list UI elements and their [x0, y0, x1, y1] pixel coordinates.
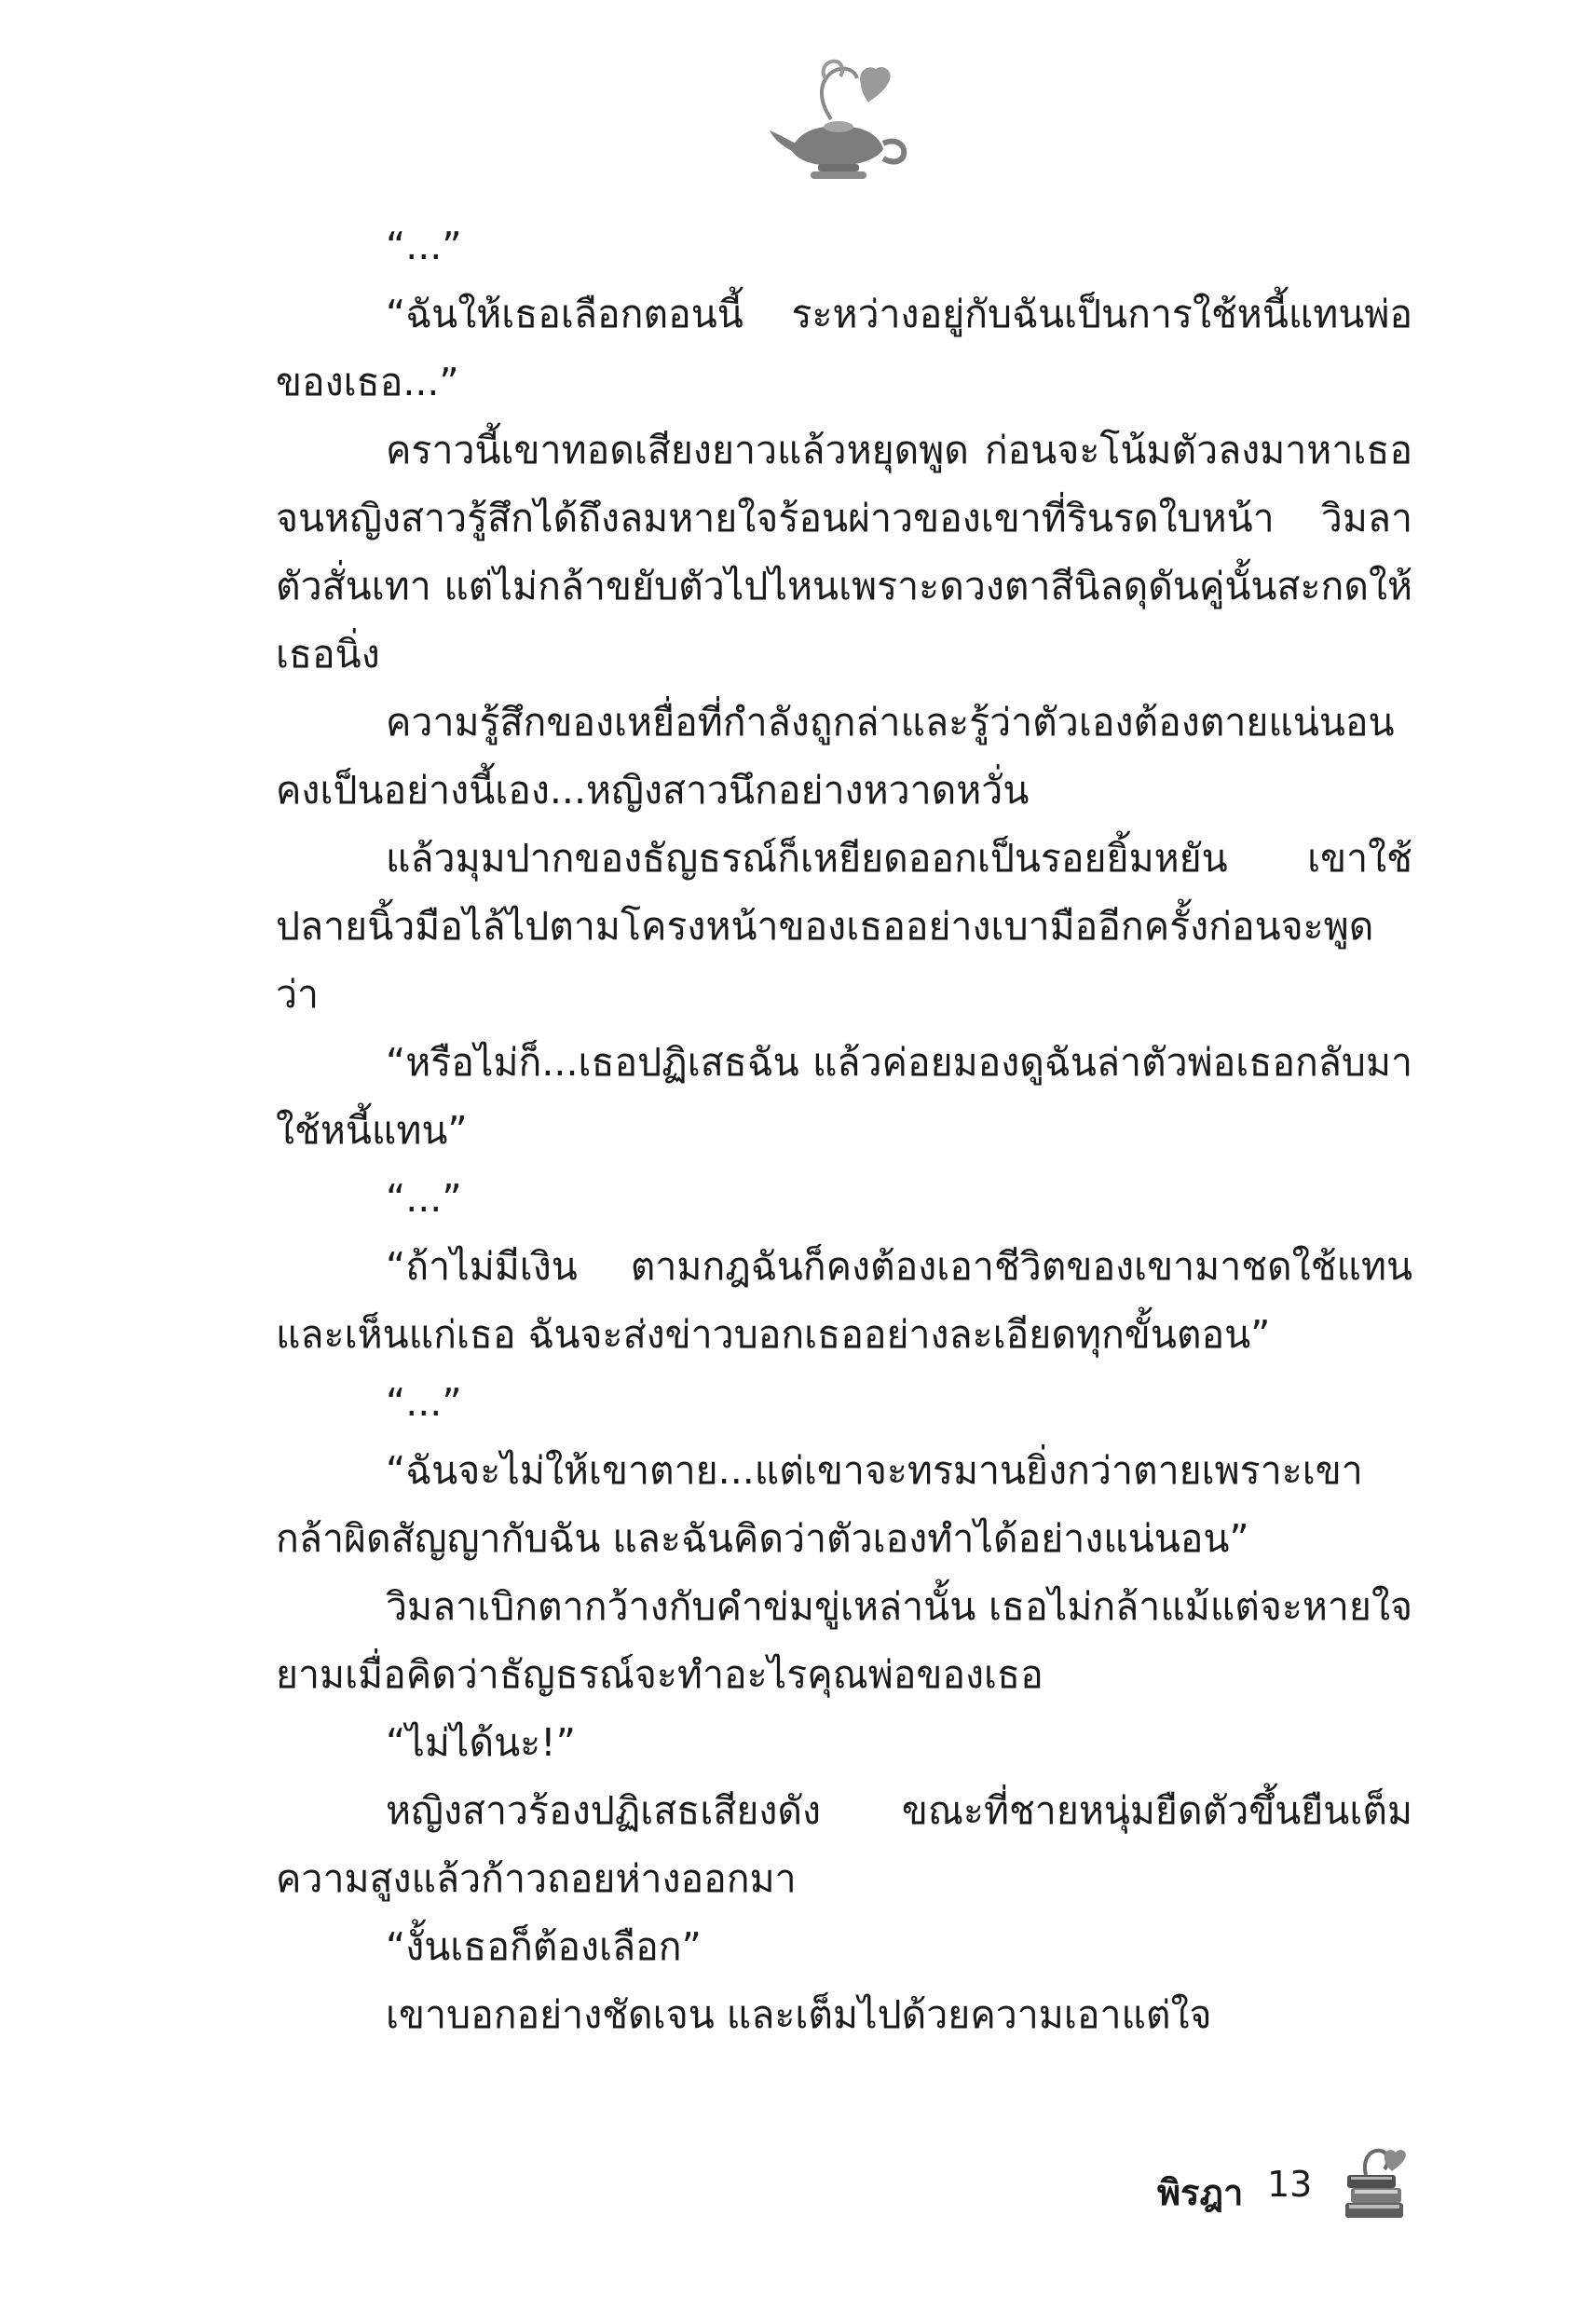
page-number: 13 [1267, 2164, 1313, 2205]
story-text [276, 212, 1412, 2049]
paragraph: “...” [386, 224, 462, 268]
paragraph: “ไม่ได้นะ!” [386, 1720, 576, 1765]
author-name: พิรฎา [1157, 2172, 1244, 2213]
page-footer [1135, 2158, 1414, 2242]
paragraph: “หรือไม่ก็...เธอปฏิเสธฉัน แล้วค่อยมองดูฉันล่าตัวพ่อเธอกลับมาใช้หนี้แทน” [276, 1040, 1412, 1153]
paragraph: “งั้นเธอก็ต้องเลือก” [386, 1924, 702, 1969]
paragraph: แล้วมุมปากของธัญธรณ์ก็เหยียดออกเป็นรอยยิ้มหยัน เขาใช้ปลายนิ้วมือไล้ไปตามโครงหน้าของเธออย่างเบามืออีกครั้งก่อนจะพูดว่า [276, 836, 1412, 1017]
paragraph: คราวนี้เขาทอดเสียงยาวแล้วหยุดพูด ก่อนจะโน้มตัวลงมาหาเธอจนหญิงสาวรู้สึกได้ถึงลมหายใจร้อนผ่าวของเขาที่รินรดใบหน้า วิมลาตัวสั่นเทา แต่ไม่กล้าขยับตัวไปไหนเพราะดวงตาสีนิลดุดันคู่นั้นสะกดให้เธอนิ่ง [276, 428, 1412, 677]
paragraph: วิมลาเบิกตากว้างกับคำข่มขู่เหล่านั้น เธอไม่กล้าแม้แต่จะหายใจยามเมื่อคิดว่าธัญธรณ์จะทำอะไรคุณพ่อของเธอ [276, 1584, 1412, 1697]
books-stack-icon [1338, 2141, 1412, 2225]
paragraph: “ฉันจะไม่ให้เขาตาย...แต่เขาจะทรมานยิ่งกว่าตายเพราะเขากล้าผิดสัญญากับฉัน และฉันคิดว่าตัวเองทำได้อย่างแน่นอน” [276, 1448, 1363, 1561]
paragraph: เขาบอกอย่างชัดเจน และเต็มไปด้วยความเอาแต่ใจ [386, 1992, 1212, 2037]
paragraph: หญิงสาวร้องปฏิเสธเสียงดัง ขณะที่ชายหนุ่มยืดตัวขึ้นยืนเต็มความสูงแล้วก้าวถอยห่างออกมา [276, 1788, 1412, 1901]
paragraph: “ฉันให้เธอเลือกตอนนี้ ระหว่างอยู่กับฉันเป็นการใช้หนี้แทนพ่อของเธอ...” [276, 292, 1412, 404]
genie-lamp-icon [764, 47, 913, 186]
paragraph: “ถ้าไม่มีเงิน ตามกฎฉันก็คงต้องเอาชีวิตของเขามาชดใช้แทนและเห็นแก่เธอ ฉันจะส่งข่าวบอกเธออย่างละเอียดทุกขั้นตอน” [276, 1244, 1412, 1357]
paragraph: ความรู้สึกของเหยื่อที่กำลังถูกล่าและรู้ว่าตัวเองต้องตายแน่นอนคงเป็นอย่างนี้เอง...หญิงสาวนึกอย่างหวาดหวั่น [276, 700, 1395, 813]
paragraph: “...” [386, 1176, 462, 1221]
paragraph: “...” [386, 1380, 462, 1425]
